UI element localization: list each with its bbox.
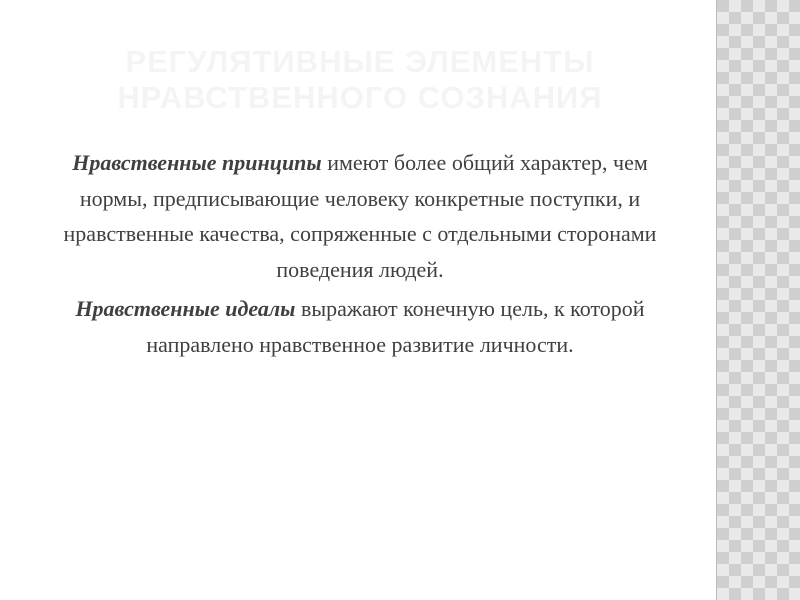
paragraph-ideals-text: выражают конечную цель, к которой направлено нравственное развитие личности. (146, 296, 645, 357)
slide-title-line-2: НРАВСТВЕННОГО СОЗНАНИЯ (117, 80, 603, 115)
term-principles: Нравственные принципы (72, 150, 322, 175)
paragraph-principles-text: имеют более общий характер, чем нормы, предписывающие человеку конкретные поступки, и нравственные качества, сопряженные с отдельными сторонами поведения людей. (63, 150, 657, 282)
slide-body (40, 145, 680, 366)
decorative-side-panel (716, 0, 800, 600)
term-ideals: Нравственные идеалы (75, 296, 296, 321)
slide-title (40, 44, 680, 116)
paragraph-principles (40, 145, 680, 287)
slide-title-line-1: РЕГУЛЯТИВНЫЕ ЭЛЕМЕНТЫ (125, 44, 595, 79)
paragraph-ideals (40, 291, 680, 362)
